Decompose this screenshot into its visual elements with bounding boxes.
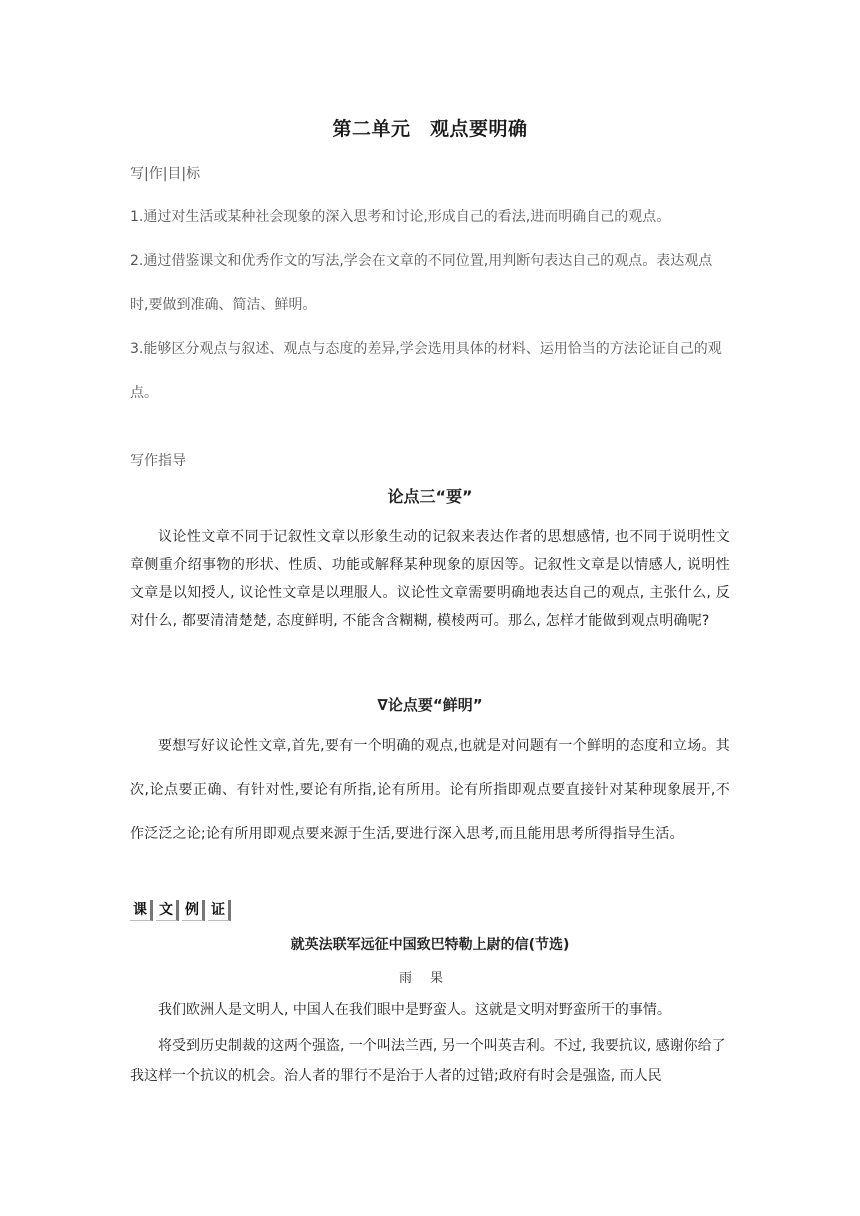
badge-char: 课: [130, 900, 153, 921]
section-heading: 论点三“要”: [387, 487, 473, 506]
article-paragraph-1: 我们欧洲人是文明人, 中国人在我们眼中是野蛮人。这就是文明对野蛮所干的事情。: [158, 1002, 671, 1018]
goals-label: 写|作|目|标: [130, 166, 201, 182]
subheading: ∇论点要“鲜明”: [377, 696, 483, 714]
point-paragraph: 要想写好议论性文章,首先,要有一个明确的观点,也就是对问题有一个鲜明的态度和立场。其次,论点要正确、有针对性,要论有所指,论有所用。论有所指即观点要直接针对某种现象展开,不作泛泛之论;论有所用即观点要来源于生活,要进行深入思考,而且能用思考所得指导生活。: [130, 738, 730, 842]
badge-char: 文: [156, 900, 179, 921]
article-paragraph-2: 将受到历史制裁的这两个强盗, 一个叫法兰西, 另一个叫英吉利。不过, 我要抗议, 感谢你给了我这样一个抗议的机会。治人者的罪行不是治于人者的过错;政府有时会是强盗, 而人民: [130, 1038, 726, 1084]
article-author: 雨果: [398, 971, 461, 986]
badge-char: 证: [208, 900, 231, 921]
example-badges: [130, 900, 231, 921]
guide-label: 写作指导: [130, 453, 186, 469]
badge-char: 例: [182, 900, 205, 921]
goal-item-2: 2.通过借鉴课文和优秀作文的写法,学会在文章的不同位置,用判断句表达自己的观点。表达观点时,要做到准确、简洁、鲜明。: [130, 253, 713, 313]
goal-item-1: 1.通过对生活或某种社会现象的深入思考和讨论,形成自己的看法,进而明确自己的观点。: [130, 209, 671, 225]
goal-item-3: 3.能够区分观点与叙述、观点与态度的差异,学会选用具体的材料、运用恰当的方法论证自己的观点。: [130, 341, 722, 401]
article-title: 就英法联军远征中国致巴特勒上尉的信(节选): [290, 937, 570, 953]
page-title: 第二单元 观点要明确: [332, 118, 528, 140]
intro-paragraph: 议论性文章不同于记叙性文章以形象生动的记叙来表达作者的思想感情, 也不同于说明性文章侧重介绍事物的形状、性质、功能或解释某种现象的原因等。记叙性文章是以情感人, 说明性文章是以知授人, 议论性文章是以理服人。议论性文章需要明确地表达自己的观点, 主张什么, 反对什么, 都要清清楚楚, 态度鲜明, 不能含含糊糊, 模棱两可。那么, 怎样才能做到观点明确呢?: [130, 529, 730, 629]
